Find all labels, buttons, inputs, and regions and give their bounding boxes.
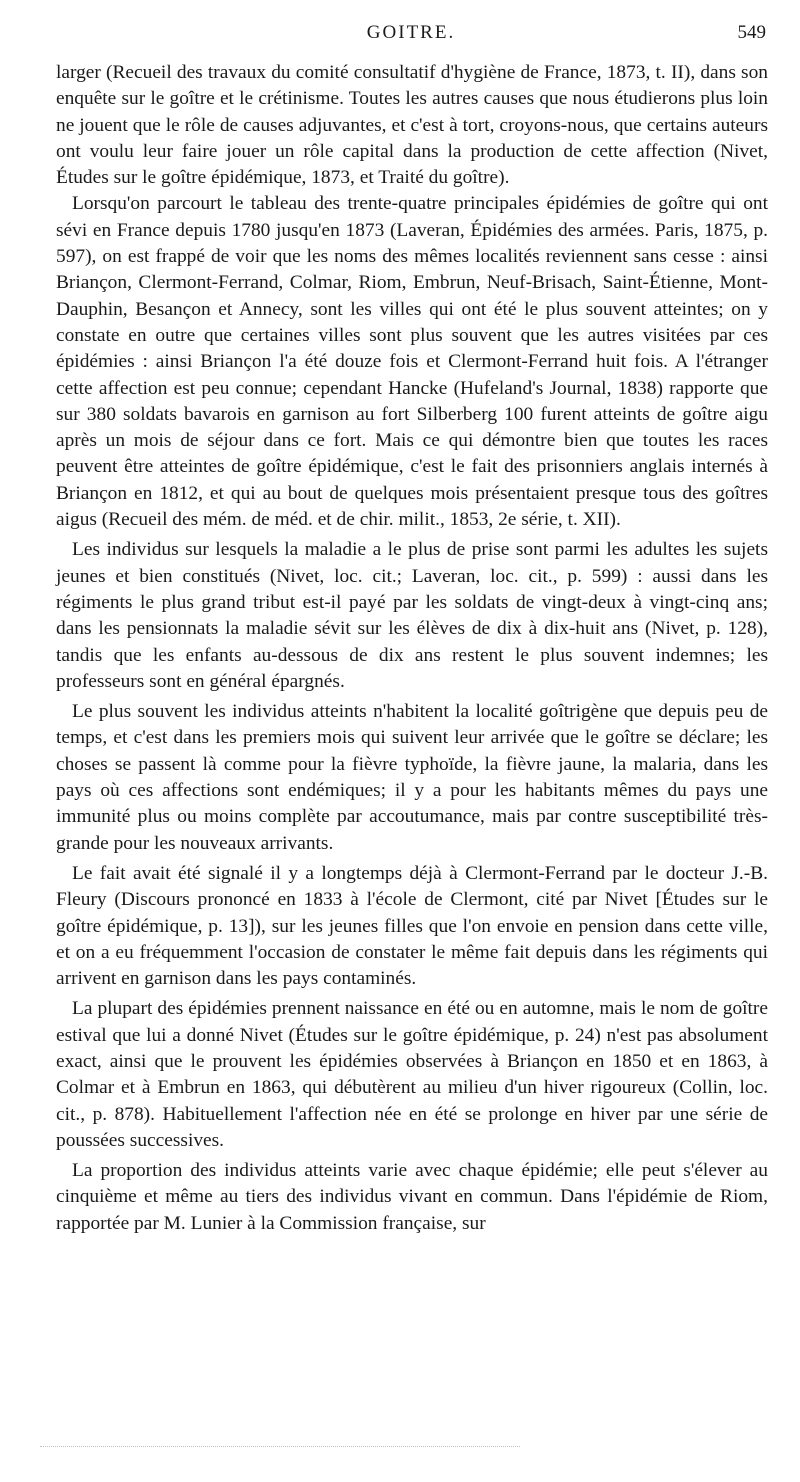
paragraph: Lorsqu'on parcourt le tableau des trente-quatre principales épidémies de goître qui ont sévi en France depuis 1780 jusqu'en 1873 (Laveran, Épidémies des armées. Paris, 1875, p. 597), on est frappé de voir que les noms des mêmes localités reviennent sans cesse : ainsi Briançon, Clermont-Ferrand, Colmar, Riom, Embrun, Neuf-Brisach, Saint-Étienne, Mont-Dauphin, Besançon et Annecy, sont les villes qui ont été le plus souvent atteintes; on y constate en outre que certaines villes sont plus souvent que les autres visitées par ces épidémies : ainsi Briançon l'a été douze fois et Clermont-Ferrand huit fois. A l'étranger cette affection est peu connue; cependant Hancke (Hufeland's Journal, 1838) rapporte que sur 380 soldats bavarois en garnison au fort Silberberg 100 furent atteints de goître aigu après un mois de séjour dans ce fort. Mais ce qui démontre bien que toutes les races peuvent être atteintes de goître épidémique, c'est le fait des prisonniers anglais internés à Briançon en 1812, et qui au bout de quelques mois présentaient presque tous des goîtres aigus (Recueil des mém. de méd. et de chir. milit., 1853, 2e série, t. XII). <box>56 193 768 531</box>
paragraph: Les individus sur lesquels la maladie a le plus de prise sont parmi les adultes les sujets jeunes et bien constitués (Nivet, loc. cit.; Laveran, loc. cit., p. 599) : aussi dans les régiments le plus grand tribut est-il payé par les soldats de vingt-deux à vingt-cinq ans; dans les pensionnats la maladie sévit sur les élèves de dix à dix-huit ans (Nivet, p. 128), tandis que les enfants au-dessous de dix ans restent le plus souvent indemnes; les professeurs sont en général épargnés. <box>56 539 768 692</box>
paragraph: La plupart des épidémies prennent naissance en été ou en automne, mais le nom de goître estival que lui a donné Nivet (Études sur le goître épidémique, p. 24) n'est pas absolument exact, ainsi que le prouvent les épidémies observées à Briançon en 1850 et en 1863, à Colmar et à Embrun en 1863, qui débutèrent au milieu d'un hiver rigoureux (Collin, loc. cit., p. 878). Habituellement l'affection née en été se prolonge en hiver par une série de poussées successives. <box>56 998 768 1151</box>
scan-artifact <box>40 1446 520 1449</box>
paragraph: Le plus souvent les individus atteints n'habitent la localité goîtrigène que depuis peu de temps, et c'est dans les premiers mois qui suivent leur arrivée que le goître se déclare; les choses se passent là comme pour la fièvre typhoïde, la fièvre jaune, la malaria, dans les pays où ces affections sont endémiques; il y a pour les habitants mêmes du pays une immunité plus ou moins complète par accoutumance, mais par contre susceptibilité très-grande pour les nouveaux arrivants. <box>56 701 768 854</box>
paragraph: La proportion des individus atteints varie avec chaque épidémie; elle peut s'élever au cinquième et même au tiers des individus vivant en commun. Dans l'épidémie de Riom, rapportée par M. Lunier à la Commission française, sur <box>56 1160 768 1234</box>
paragraph: Le fait avait été signalé il y a longtemps déjà à Clermont-Ferrand par le docteur J.-B. Fleury (Discours prononcé en 1833 à l'école de Clermont, cité par Nivet [Études sur le goître épidémique, p. 13]), sur les jeunes filles que l'on envoie en pension dans cette ville, et on a eu fréquemment l'occasion de constater le même fait depuis dans les régiments qui arrivent en garnison dans les pays contaminés. <box>56 862 768 990</box>
paragraph: larger (Recueil des travaux du comité consultatif d'hygiène de France, 1873, t. II), dans son enquête sur le goître et le crétinisme. Toutes les autres causes que nous étudierons plus loin ne jouent que le rôle de causes adjuvantes, et c'est à tort, croyons-nous, que certains auteurs ont voulu leur faire jouer un rôle capital dans la production de cette affection (Nivet, Études sur le goître épidémique, 1873, et Traité du goître). <box>56 62 768 189</box>
running-title: GOITRE. <box>366 22 456 43</box>
page-number: 549 <box>737 22 766 43</box>
page-header <box>56 22 766 48</box>
body-text <box>56 60 768 1237</box>
